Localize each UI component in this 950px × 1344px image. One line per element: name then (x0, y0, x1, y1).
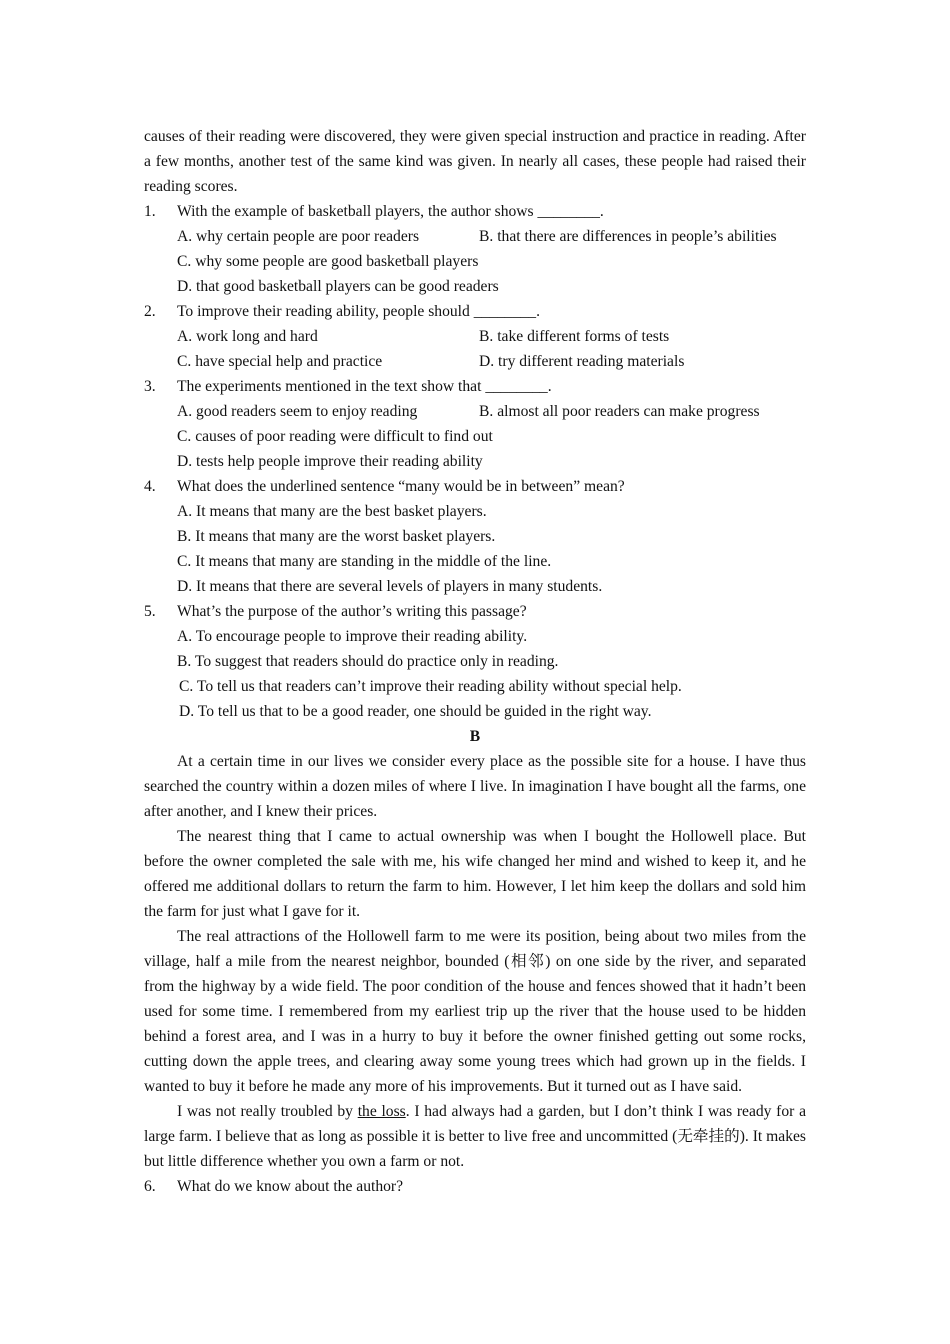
option-d: D. To tell us that to be a good reader, one should be guided in the right way. (179, 703, 652, 720)
option-a: A. It means that many are the best basket players. (177, 503, 487, 520)
question-3 (144, 374, 806, 474)
question-5 (144, 599, 806, 724)
passage-b-paragraph-2: The nearest thing that I came to actual ownership was when I bought the Hollowell place. But before the owner completed the sale with me, his wife changed her mind and wished to keep it, and he offered me additional dollars to return the farm to him. However, I let him keep the dollars and sold him the farm for just what I gave for it. (144, 828, 806, 920)
option-d: D. tests help people improve their reading ability (177, 453, 483, 470)
paragraph-text-after: . I had always had a garden, but I don’t think I was ready for a large farm. I believe that as long as possible it is better to live free and uncommitted (无牵挂的). It makes but little difference whether you own a farm or not. (144, 1103, 806, 1170)
question-2 (144, 299, 806, 374)
question-number: 2. (144, 303, 156, 320)
question-number: 6. (144, 1178, 156, 1195)
option-c: C. causes of poor reading were difficult to find out (177, 428, 493, 445)
underlined-phrase: the loss (357, 1103, 406, 1120)
question-stem: To improve their reading ability, people should ________. (177, 303, 540, 320)
question-number: 5. (144, 603, 156, 620)
paragraph-text-before: I was not really troubled by (177, 1103, 358, 1120)
passage-b-paragraph-1: At a certain time in our lives we consider every place as the possible site for a house. I have thus searched the country within a dozen miles of where I live. In imagination I have bought all the farms, one after another, and I knew their prices. (144, 753, 806, 820)
option-c: C. have special help and practice (177, 353, 383, 370)
option-c: C. It means that many are standing in the middle of the line. (177, 553, 552, 570)
option-d: D. try different reading materials (479, 353, 685, 370)
option-d: D. It means that there are several levels of players in many students. (177, 578, 603, 595)
option-a: A. good readers seem to enjoy reading (177, 403, 418, 420)
option-a: A. To encourage people to improve their reading ability. (177, 628, 528, 645)
question-1 (144, 199, 806, 299)
question-stem: What do we know about the author? (177, 1178, 404, 1195)
option-b: B. take different forms of tests (479, 328, 670, 345)
question-stem: What does the underlined sentence “many would be in between” mean? (177, 478, 625, 495)
question-stem: The experiments mentioned in the text show that ________. (177, 378, 552, 395)
option-b: B. almost all poor readers can make progress (479, 403, 760, 420)
question-stem: With the example of basketball players, the author shows ________. (177, 203, 604, 220)
passage-b-paragraph-4 (144, 1099, 806, 1174)
passage-a-tail: causes of their reading were discovered, they were given special instruction and practice in reading. After a few months, another test of the same kind was given. In nearly all cases, these people had raised their reading scores. (144, 128, 806, 195)
document-body (144, 124, 806, 1199)
section-b-heading: B (469, 728, 481, 745)
question-number: 4. (144, 478, 156, 495)
question-4 (144, 474, 806, 599)
option-a: A. why certain people are poor readers (177, 228, 420, 245)
option-a: A. work long and hard (177, 328, 318, 345)
option-b: B. To suggest that readers should do practice only in reading. (177, 653, 559, 670)
passage-b-paragraph-3: The real attractions of the Hollowell farm to me were its position, being about two miles from the village, half a mile from the nearest neighbor, bounded (相邻) on one side by the river, and separated from the highway by a wide field. The poor condition of the house and fences showed that it hadn’t been used for some time. I remembered from my earliest trip up the river that the house used to be hidden behind a forest area, and I was in a hurry to buy it before the owner finished getting out some rocks, cutting down the apple trees, and clearing away some young trees which had grown up in the fields. I wanted to buy it before he made any more of his improvements. But it turned out as I have said. (144, 928, 806, 1095)
option-d: D. that good basketball players can be good readers (177, 278, 499, 295)
option-c: C. why some people are good basketball players (177, 253, 479, 270)
question-6 (144, 1174, 806, 1199)
option-b: B. that there are differences in people’s abilities (479, 228, 777, 245)
option-b: B. It means that many are the worst basket players. (177, 528, 496, 545)
question-number: 1. (144, 203, 156, 220)
question-stem: What’s the purpose of the author’s writing this passage? (177, 603, 527, 620)
option-c: C. To tell us that readers can’t improve their reading ability without special help. (179, 678, 682, 695)
question-number: 3. (144, 378, 156, 395)
